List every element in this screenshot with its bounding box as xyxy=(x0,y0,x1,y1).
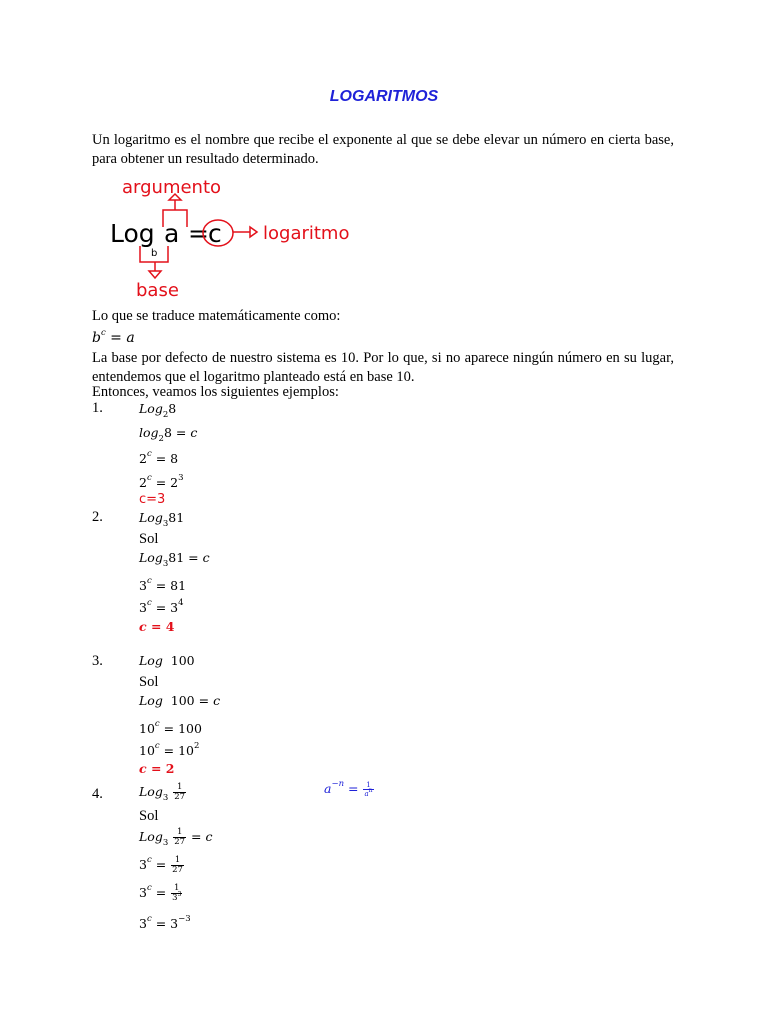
ex4-line3: $3^c$ = $\frac{1}{27}$ xyxy=(139,855,183,875)
ex2-line4: $3^c = 3^4$ xyxy=(139,598,184,615)
ex1-line1: Log$_2$8 xyxy=(139,401,177,420)
logaritmo-arrow-icon xyxy=(250,227,257,237)
base-default-text: La base por defecto de nuestro sistema es 10. Por lo que, si no aparece ningún número en su lugar, entendemos que el logaritmo planteado está en base 10. xyxy=(92,350,674,385)
examples-intro: Entonces, veamos los siguientes ejemplos: xyxy=(92,384,339,400)
example-number-3: 3. xyxy=(92,653,103,669)
ex2-line1: Log$_3$81 xyxy=(139,510,185,529)
diagram-log: Log xyxy=(110,219,155,248)
ex4-line1: Log$_3$ $\frac{1}{27}$ xyxy=(139,782,186,803)
ex2-line2: Log$_3$81 = c xyxy=(139,550,210,569)
example-number-2: 2. xyxy=(92,509,103,525)
logarithm-diagram xyxy=(100,172,380,304)
translation-text: Lo que se traduce matemáticamente como: xyxy=(92,308,341,324)
ex3-line2: Log 100 = c xyxy=(139,693,221,708)
diagram-equals: = xyxy=(188,219,209,248)
ex4-line2: Log$_3$ $\frac{1}{27}$ = c xyxy=(139,827,213,848)
ex1-line3: $2^c = 8$ xyxy=(139,449,179,466)
ex4-line5: $3^c = 3^{-3}$ xyxy=(139,914,191,931)
diagram-c: c xyxy=(208,219,222,248)
diagram-label-base: base xyxy=(136,280,179,301)
ex2-result: c = 4 xyxy=(139,619,175,634)
ex3-result: c = 2 xyxy=(139,761,175,776)
diagram-b: b xyxy=(151,248,158,259)
ex3-line4: $10^c = 10^2$ xyxy=(139,741,200,758)
ex3-sol-label: Sol xyxy=(139,674,159,690)
ex1-line4: $2^c = 2^3$ xyxy=(139,473,184,490)
ex3-line1: Log 100 xyxy=(139,653,195,668)
diagram-label-logaritmo: logaritmo xyxy=(263,223,350,244)
ex1-result: c=3 xyxy=(139,492,166,507)
ex1-line2: $\log_28 = c$ xyxy=(139,425,198,444)
diagram-label-argumento: argumento xyxy=(122,177,222,198)
ex2-sol-label: Sol xyxy=(139,531,159,547)
ex4-line4: $3^c$ = $\frac{1}{3^3}$ xyxy=(139,883,182,903)
intro-paragraph: Un logaritmo es el nombre que recibe el exponente al que se debe elevar un número en cierta base, para obtener un resultado determinado. xyxy=(92,132,674,167)
formula-b-c-equals-a: $b^c = a$ xyxy=(92,328,135,346)
ex3-line3: $10^c = 100$ xyxy=(139,719,202,736)
ex2-line3: $3^c = 81$ xyxy=(139,576,187,593)
example-number-4: 4. xyxy=(92,786,103,802)
diagram-a: a xyxy=(164,219,180,248)
base-arrow-icon xyxy=(149,271,161,278)
example-number-1: 1. xyxy=(92,400,103,416)
ex4-sol-label: Sol xyxy=(139,808,159,824)
page-title: LOGARITMOS xyxy=(329,88,439,105)
negative-exponent-rule: $a^{-n}$ = $\frac{1}{a^n}$ xyxy=(324,779,373,798)
